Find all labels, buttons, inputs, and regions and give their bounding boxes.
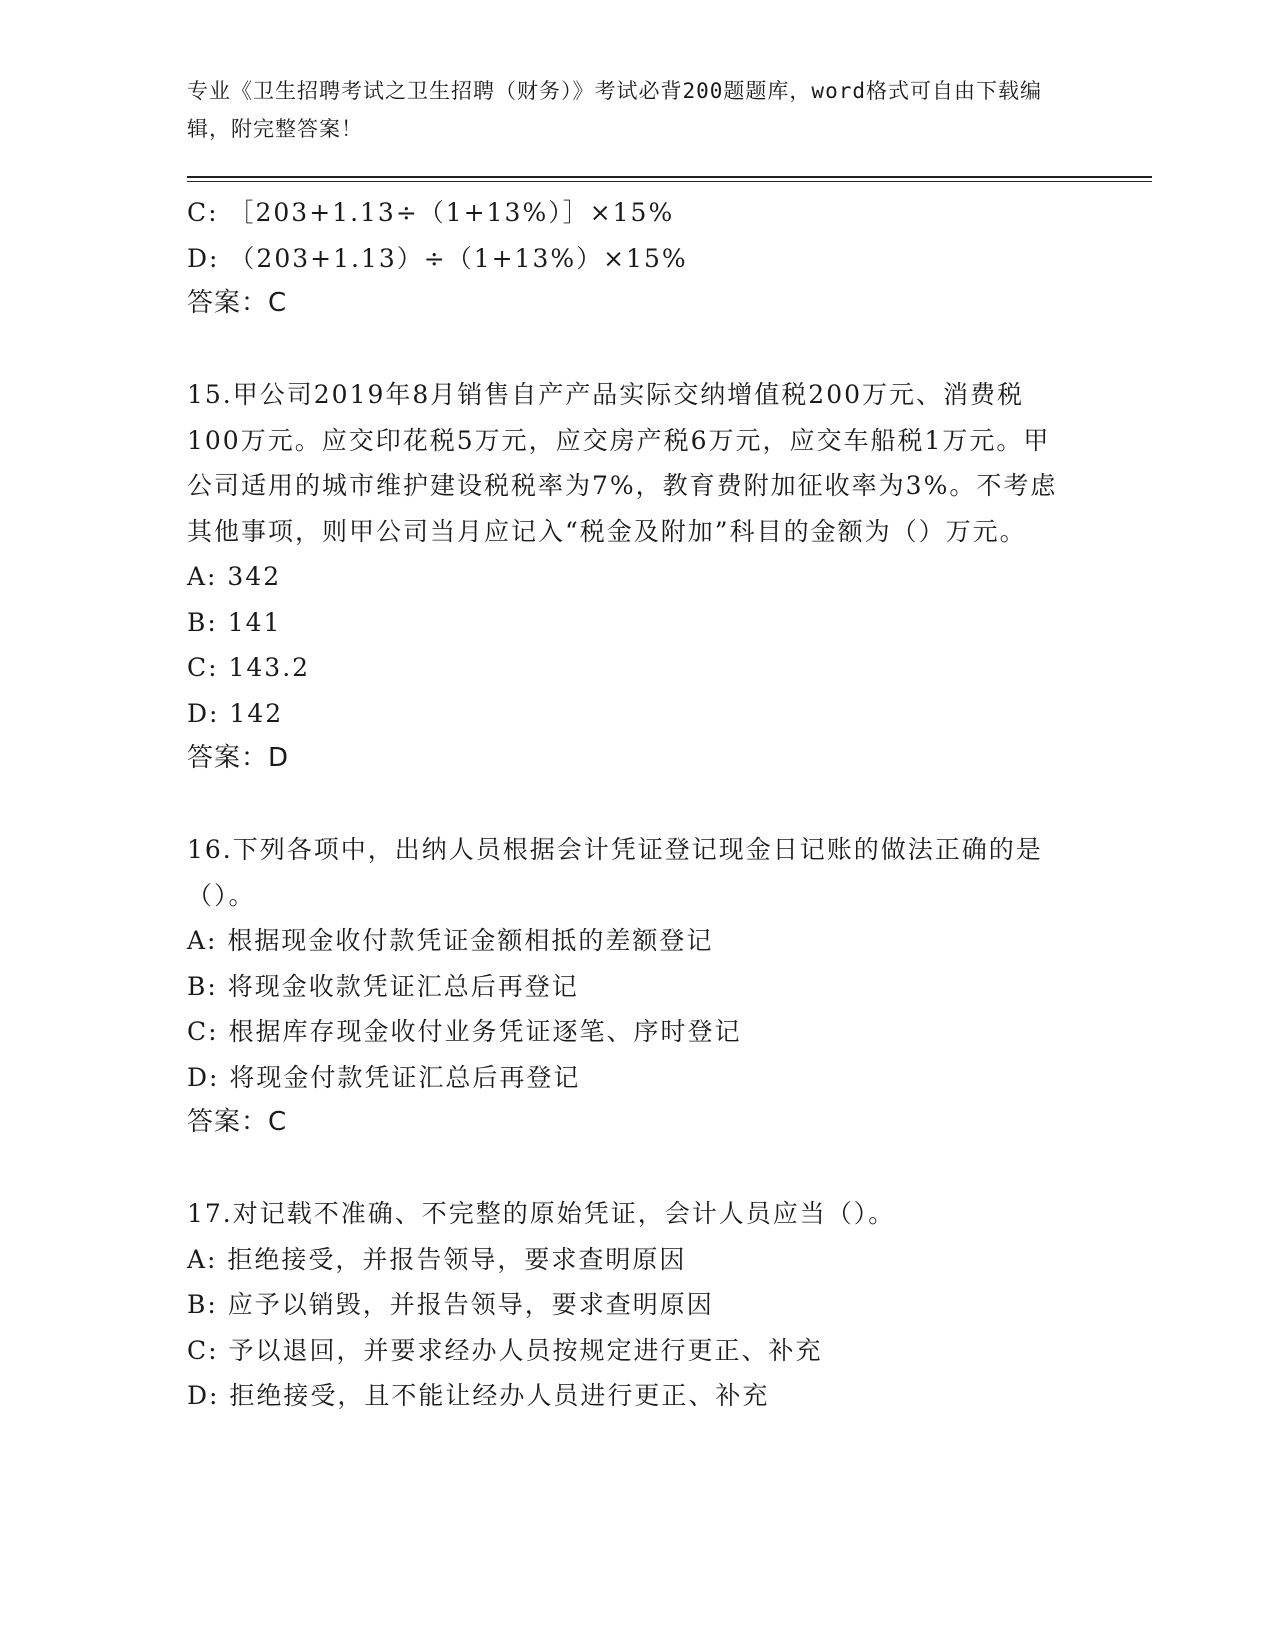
answer-line: 答案：D — [187, 743, 290, 773]
option-d: D: 拒绝接受，且不能让经办人员进行更正、补充 — [187, 1381, 770, 1410]
question-stem: 17.对记载不准确、不完整的原始凭证，会计人员应当（）。 — [187, 1199, 896, 1228]
option-a: A: 拒绝接受，并报告领导，要求查明原因 — [187, 1244, 687, 1274]
answer-line: 答案：C — [187, 288, 288, 318]
header-rule-thin — [187, 181, 1152, 182]
question-17 — [187, 1191, 1077, 1419]
option-b: B: 应予以销毁，并报告领导，要求查明原因 — [187, 1290, 714, 1319]
question-16 — [187, 827, 1077, 1146]
option-a: A: 根据现金收付款凭证金额相抵的差额登记 — [187, 926, 714, 955]
header-rule-thick — [187, 176, 1152, 178]
spacer — [187, 1146, 1077, 1192]
option-b: B: 将现金收款凭证汇总后再登记 — [187, 971, 579, 1001]
answer-line: 答案：C — [187, 1107, 288, 1137]
option-c: C: ［203+1.13÷（1+13%）］×15% — [187, 198, 675, 227]
option-a: A: 342 — [187, 562, 282, 591]
question-15 — [187, 372, 1077, 782]
option-d: D: （203+1.13）÷（1+13%）×15% — [187, 243, 688, 273]
option-c: C: 143.2 — [187, 653, 311, 682]
option-c: C: 予以退回，并要求经办人员按规定进行更正、补充 — [187, 1335, 823, 1365]
option-c: C: 根据库存现金收付业务凭证逐笔、序时登记 — [187, 1017, 742, 1046]
spacer — [187, 327, 1077, 373]
question-14-tail — [187, 190, 1077, 327]
document-header: 专业《卫生招聘考试之卫生招聘（财务）》考试必背200题题库，word格式可自由下载编辑，附完整答案！ — [187, 79, 1042, 141]
question-stem: 16.下列各项中，出纳人员根据会计凭证登记现金日记账的做法正确的是（）。 — [187, 835, 1043, 910]
document-body — [187, 190, 1077, 1419]
question-stem: 15.甲公司2019年8月销售自产产品实际交纳增值税200万元、消费税100万元。应交印花税5万元，应交房产税6万元，应交车船税1万元。甲公司适用的城市维护建设税税率为7%，教育费附加征收率为3%。不考虑其他事项，则甲公司当月应记入“税金及附加”科目的金额为（）万元。 — [187, 380, 1058, 546]
option-b: B: 141 — [187, 607, 282, 637]
option-d: D: 将现金付款凭证汇总后再登记 — [187, 1062, 581, 1092]
spacer — [187, 782, 1077, 828]
option-d: D: 142 — [187, 698, 284, 728]
